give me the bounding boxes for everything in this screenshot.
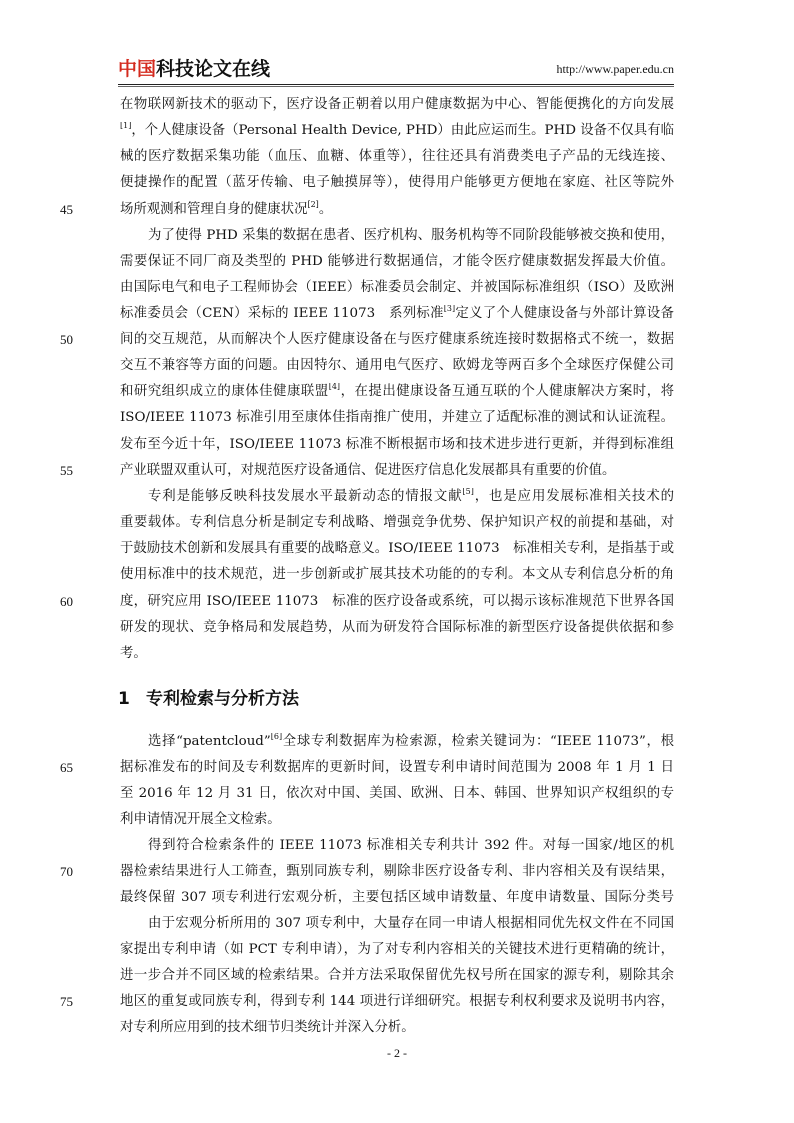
text-segment: 家提出专利申请（如 PCT 专利申请），为了对专利内容相关的关键技术进行更精确的统计，	[120, 942, 674, 957]
header-rule-thin	[118, 86, 674, 87]
text-segment: 为了使得 PHD 采集的数据在患者、医疗机构、服务机构等不同阶段能够被交换和使用，	[148, 228, 674, 243]
text-line	[120, 253, 674, 271]
text-segment: 选择“patentcloud”	[148, 734, 271, 749]
text-segment: 重要载体。专利信息分析是制定专利战略、增强竞争优势、保护知识产权的前提和基础，对	[120, 515, 674, 530]
logo-black-text: 科技论文在线	[156, 58, 271, 80]
text-line	[120, 645, 674, 663]
text-line	[120, 96, 674, 114]
citation-ref: [1]	[120, 122, 132, 130]
text-segment: 场所观测和管理自身的健康状况	[120, 202, 308, 217]
text-segment: 研发的现状、竞争格局和发展趋势，从而为研发符合国际标准的新型医疗设备提供依据和参	[120, 620, 674, 635]
text-line	[120, 331, 674, 349]
text-segment: ISO/IEEE 11073 标准引用至康体佳指南推广使用，并建立了适配标准的测试和认证流程。	[120, 410, 674, 425]
text-line	[148, 227, 674, 245]
text-segment: 地区的重复或同族专利，得到专利 144 项进行详细研究。根据专利权利要求及说明书内容，	[120, 994, 674, 1009]
text-line	[120, 619, 674, 637]
text-line	[120, 785, 674, 803]
text-line	[120, 201, 674, 219]
text-segment: 至 2016 年 12 月 31 日，依次对中国、美国、欧洲、日本、韩国、世界知识产权组织的专	[120, 786, 674, 801]
text-line	[120, 436, 674, 454]
citation-ref: [2]	[307, 200, 319, 209]
text-segment: 。	[318, 202, 333, 217]
text-segment: 全球专利数据库为检索源，检索关键词为：“IEEE 11073”，根	[282, 734, 674, 749]
text-segment: 进一步合并不同区域的检索结果。合并方法采取保留优先权号所在国家的源专利，剔除其余	[120, 968, 674, 983]
text-line	[120, 383, 674, 401]
text-segment: 利申请情况开展全文检索。	[120, 812, 281, 827]
text-segment: ，在提出健康设备互通互联的个人健康解决方案时，将	[340, 384, 674, 399]
text-line	[120, 148, 674, 166]
text-segment: 由于宏观分析所用的 307 项专利中，大量存在同一申请人根据相同优先权文件在不同国	[148, 916, 674, 931]
line-number: 70	[60, 864, 73, 879]
page-number: - 2 -	[387, 1046, 407, 1060]
page-header	[118, 58, 674, 80]
text-segment: 于鼓励技术创新和发展具有重要的战略意义。ISO/IEEE 11073 标准相关专利，是指基于或	[120, 541, 674, 556]
text-segment: 定义了个人健康设备与外部计算设备	[455, 306, 674, 321]
text-line	[120, 889, 674, 907]
text-segment: 械的医疗数据采集功能（血压、血糖、体重等），往往还具有消费类电子产品的无线连接、	[120, 149, 674, 164]
line-number: 75	[60, 994, 73, 1009]
text-line	[120, 759, 674, 777]
line-number: 50	[60, 332, 73, 347]
section-title: 专利检索与分析方法	[146, 689, 299, 709]
line-number: 65	[60, 760, 73, 775]
text-line	[148, 733, 674, 751]
citation-ref: [3]	[443, 305, 456, 313]
line-number: 60	[60, 594, 73, 609]
text-line	[120, 357, 674, 375]
text-line	[120, 967, 674, 985]
logo-red-text: 中国	[118, 58, 157, 80]
text-segment: 度，研究应用 ISO/IEEE 11073 标准的医疗设备或系统，可以揭示该标准规范下世界各国	[120, 594, 674, 609]
text-segment: 和研究组织成立的康体佳健康联盟	[120, 384, 329, 399]
text-line	[120, 566, 674, 584]
text-segment: 在物联网新技术的驱动下，医疗设备正朝着以用户健康数据为中心、智能便携化的方向发展	[120, 97, 674, 112]
text-line	[120, 811, 674, 829]
text-segment: 标准委员会（CEN）采标的 IEEE 11073 系列标准	[120, 306, 444, 321]
header-url[interactable]: http://www.paper.edu.cn	[556, 62, 674, 76]
text-segment: 据标准发布的时间及专利数据库的更新时间，设置专利申请时间范围为 2008 年 1 月 1 日	[120, 760, 674, 775]
text-line	[120, 279, 674, 297]
text-segment: 便捷操作的配置（蓝牙传输、电子触摸屏等），使得用户能够更方便地在家庭、社区等院外	[120, 175, 674, 190]
text-segment: 使用标准中的技术规范，进一步创新或扩展其技术功能的的专利。本文从专利信息分析的角	[120, 567, 674, 582]
text-segment: 产业联盟双重认可，对规范医疗设备通信、促进医疗信息化发展都具有重要的价值。	[120, 463, 616, 478]
text-line	[120, 409, 674, 427]
text-segment: 发布至今近十年，ISO/IEEE 11073 标准不断根据市场和技术进步进行更新，并得到标准组	[120, 437, 674, 452]
citation-ref: [4]	[328, 383, 341, 391]
header-rule	[118, 84, 674, 85]
text-line	[148, 488, 674, 506]
text-line	[148, 837, 674, 855]
text-segment: 最终保留 307 项专利进行宏观分析，主要包括区域申请数量、年度申请数量、国际分类号	[120, 890, 674, 905]
text-line	[120, 540, 674, 558]
text-segment: ，个人健康设备（Personal Health Device, PHD）由此应运而生。PHD 设备不仅具有临	[131, 123, 674, 138]
text-segment: 由国际电气和电子工程师协会（IEEE）标准委员会制定、并被国际标准组织（ISO）及欧洲	[120, 280, 674, 295]
text-line	[120, 941, 674, 959]
text-line	[120, 305, 674, 323]
text-line	[120, 1019, 674, 1037]
text-line	[120, 993, 674, 1011]
text-segment: 交互不兼容等方面的问题。由因特尔、通用电气医疗、欧姆龙等两百多个全球医疗保健公司	[120, 358, 674, 373]
text-segment: 考。	[120, 646, 147, 661]
text-line	[120, 462, 674, 480]
line-number: 45	[60, 202, 73, 217]
text-line	[120, 122, 674, 140]
section-heading	[118, 688, 299, 710]
text-line	[120, 863, 674, 881]
text-segment: 专利是能够反映科技发展水平最新动态的情报文献	[148, 489, 463, 504]
section-number: 1	[118, 689, 130, 709]
journal-logo	[118, 58, 270, 80]
text-line	[148, 915, 674, 933]
text-line	[120, 174, 674, 192]
text-segment: 间的交互规范，从而解决个人医疗健康设备在与医疗健康系统连接时数据格式不统一，数据	[120, 332, 674, 347]
line-number: 55	[60, 463, 73, 478]
text-segment: 需要保证不同厂商及类型的 PHD 能够进行数据通信，才能令医疗健康数据发挥最大价值。	[120, 254, 674, 269]
text-segment: 对专利所应用到的技术细节归类统计并深入分析。	[120, 1020, 415, 1035]
text-segment: 得到符合检索条件的 IEEE 11073 标准相关专利共计 392 件。对每一国家/地区的机	[148, 838, 674, 853]
citation-ref: [6]	[270, 733, 283, 741]
citation-ref: [5]	[462, 488, 474, 496]
text-line	[120, 514, 674, 532]
text-line	[120, 593, 674, 611]
text-segment: 器检索结果进行人工筛查，甄别同族专利，剔除非医疗设备专利、非内容相关及有误结果，	[120, 864, 674, 879]
text-segment: ，也是应用发展标准相关技术的	[473, 489, 674, 504]
